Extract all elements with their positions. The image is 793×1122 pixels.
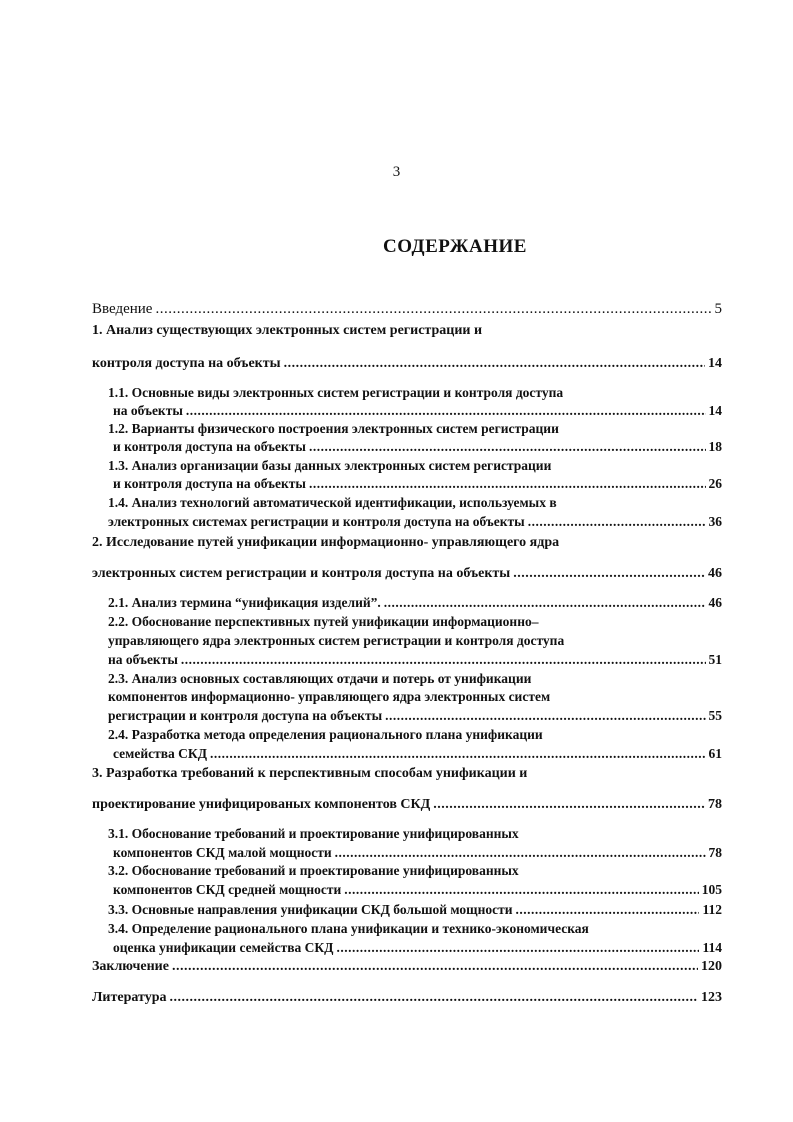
toc-entry-2-1: 2.1. Анализ термина “унификация изделий”. ..... 46	[108, 594, 722, 612]
section-2-4-heading: 2.4. Разработка метода определения рационального плана унификации	[108, 727, 543, 742]
toc-entry-1-1: на объекты ..... 14	[113, 402, 722, 420]
section-3-1-heading: 3.1. Обоснование требований и проектирование унифицированных	[108, 826, 519, 841]
toc-entry-chapter2: электронных систем регистрации и контроля доступа на объекты ..... 46	[92, 565, 722, 583]
toc-entry-3-3: 3.3. Основные направления унификации СКД большой мощности ..... 112	[108, 901, 722, 919]
toc-title: СОДЕРЖАНИЕ	[383, 236, 527, 257]
chapter2-heading: 2. Исследование путей унификации информационно- управляющего ядра	[92, 535, 560, 550]
chapter3-heading: 3. Разработка требований к перспективным способам унификации и	[92, 766, 528, 781]
chapter1-heading: 1. Анализ существующих электронных систем регистрации и	[92, 323, 483, 338]
toc-entry-chapter3: проектирование унифицированых компонентов СКД ..... 78	[92, 796, 722, 814]
toc-entry-conclusion: Заключение ..... 120	[92, 958, 722, 976]
section-2-2-line2: управляющего ядра электронных систем регистрации и контроля доступа	[108, 633, 565, 648]
toc-entry-2-3: регистрации и контроля доступа на объекты ..... 55	[108, 707, 722, 725]
toc-entry-1-3: и контроля доступа на объекты ..... 26	[113, 475, 722, 493]
section-1-4-heading: 1.4. Анализ технологий автоматической идентификации, используемых в	[108, 495, 557, 510]
section-2-3-heading: 2.3. Анализ основных составляющих отдачи и потерь от унификации	[108, 671, 532, 686]
toc-entry-2-2: на объекты ..... 51	[108, 651, 722, 669]
section-2-2-heading: 2.2. Обоснование перспективных путей унификации информационно–	[108, 614, 539, 629]
page-number: 3	[392, 164, 401, 180]
toc-entry-3-4: оценка унификации семейства СКД ..... 114	[113, 939, 722, 957]
toc-entry-literature: Литература ..... 123	[92, 989, 722, 1007]
toc-entry-1-2: и контроля доступа на объекты ..... 18	[113, 438, 722, 456]
section-1-2-heading: 1.2. Варианты физического построения электронных систем регистрации	[108, 421, 559, 436]
section-1-3-heading: 1.3. Анализ организации базы данных электронных систем регистрации	[108, 458, 552, 473]
section-2-3-line2: компонентов информационно- управляющего ядра электронных систем	[108, 689, 551, 704]
toc-entry-3-2: компонентов СКД средней мощности ..... 105	[113, 881, 722, 899]
section-3-4-heading: 3.4. Определение рационального плана унификации и технико-экономическая	[108, 921, 589, 936]
toc-entry-3-1: компонентов СКД малой мощности ..... 78	[113, 844, 722, 862]
toc-entry-chapter1: контроля доступа на объекты ..... 14	[92, 355, 722, 373]
section-1-1-heading: 1.1. Основные виды электронных систем регистрации и контроля доступа	[108, 385, 564, 400]
toc-entry-intro: Введение ..... 5	[92, 300, 722, 318]
toc-entry-2-4: семейства СКД ..... 61	[113, 745, 722, 763]
toc-entry-1-4: электронных системах регистрации и контроля доступа на объекты ..... 36	[108, 513, 722, 531]
section-3-2-heading: 3.2. Обоснование требований и проектирование унифицированных	[108, 863, 519, 878]
